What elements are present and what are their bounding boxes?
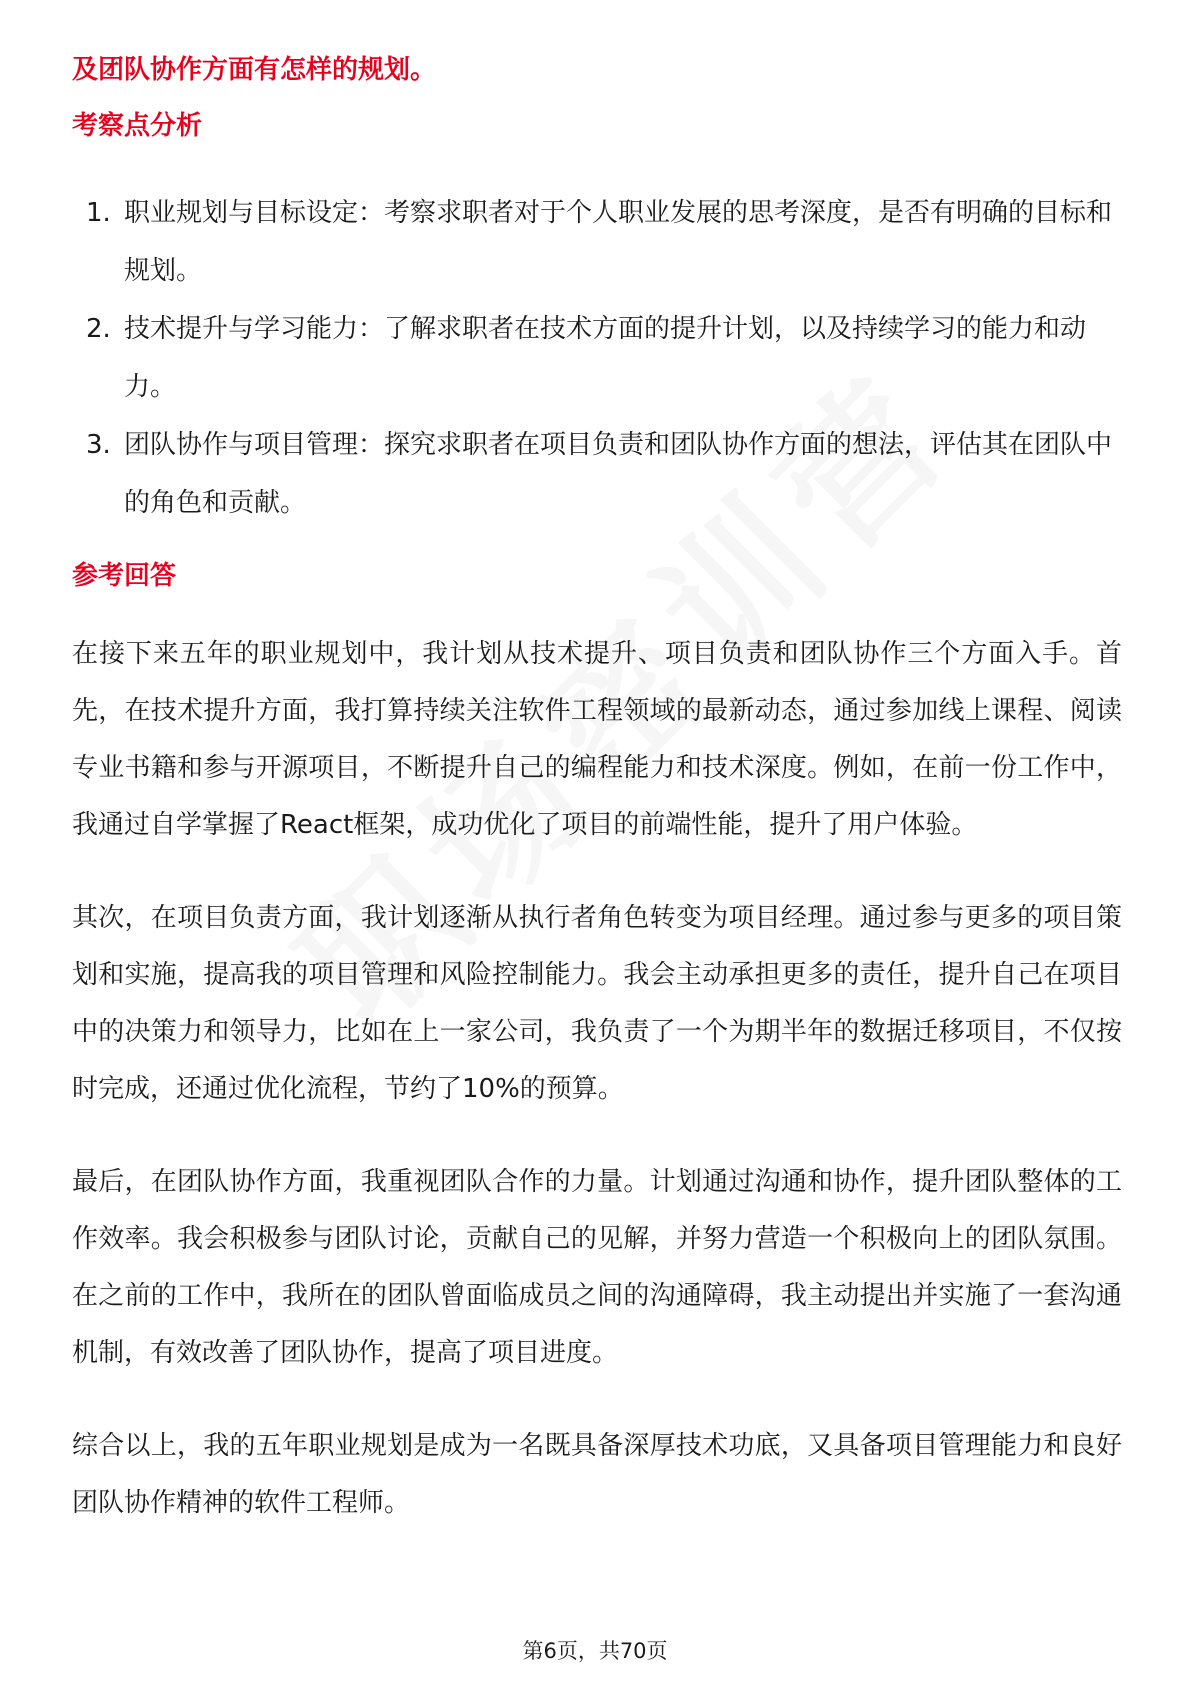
page-number: 第6页，共70页 <box>522 1639 668 1663</box>
answer-paragraph: 最后，在团队协作方面，我重视团队合作的力量。计划通过沟通和协作，提升团队整体的工作效率。我会积极参与团队讨论，贡献自己的见解，并努力营造一个积极向上的团队氛围。在之前的工作中，我所在的团队曾面临成员之间的沟通障碍，我主动提出并实施了一套沟通机制，有效改善了团队协作，提高了项目进度。 <box>72 1167 1122 1368</box>
answer-title: 参考回答 <box>72 561 177 591</box>
list-item <box>72 416 1122 532</box>
page-content <box>72 48 1122 1532</box>
analysis-title: 考察点分析 <box>72 111 203 141</box>
list-item-text: 职业规划与目标设定：考察求职者对于个人职业发展的思考深度，是否有明确的目标和规划。 <box>124 198 1113 286</box>
answer-paragraph: 其次，在项目负责方面，我计划逐渐从执行者角色转变为项目经理。通过参与更多的项目策划和实施，提高我的项目管理和风险控制能力。我会主动承担更多的责任，提升自己在项目中的决策力和领导力，比如在上一家公司，我负责了一个为期半年的数据迁移项目，不仅按时完成，还通过优化流程，节约了10%的预算。 <box>72 903 1122 1104</box>
question-text: 及团队协作方面有怎样的规划。 <box>72 55 437 85</box>
list-number: 3. <box>86 430 111 460</box>
list-item <box>72 184 1122 300</box>
list-item <box>72 300 1122 416</box>
list-number: 1. <box>86 198 111 228</box>
answer-paragraph: 在接下来五年的职业规划中，我计划从技术提升、项目负责和团队协作三个方面入手。首先，在技术提升方面，我打算持续关注软件工程领域的最新动态，通过参加线上课程、阅读专业书籍和参与开源项目，不断提升自己的编程能力和技术深度。例如，在前一份工作中，我通过自学掌握了React框架，成功优化了项目的前端性能，提升了用户体验。 <box>72 639 1122 840</box>
analysis-list <box>72 184 1122 532</box>
list-item-text: 技术提升与学习能力：了解求职者在技术方面的提升计划，以及持续学习的能力和动力。 <box>124 314 1087 402</box>
list-number: 2. <box>86 314 111 344</box>
answer-paragraph: 综合以上，我的五年职业规划是成为一名既具备深厚技术功底，又具备项目管理能力和良好团队协作精神的软件工程师。 <box>72 1431 1122 1518</box>
list-item-text: 团队协作与项目管理：探究求职者在项目负责和团队协作方面的想法，评估其在团队中的角色和贡献。 <box>124 430 1113 518</box>
